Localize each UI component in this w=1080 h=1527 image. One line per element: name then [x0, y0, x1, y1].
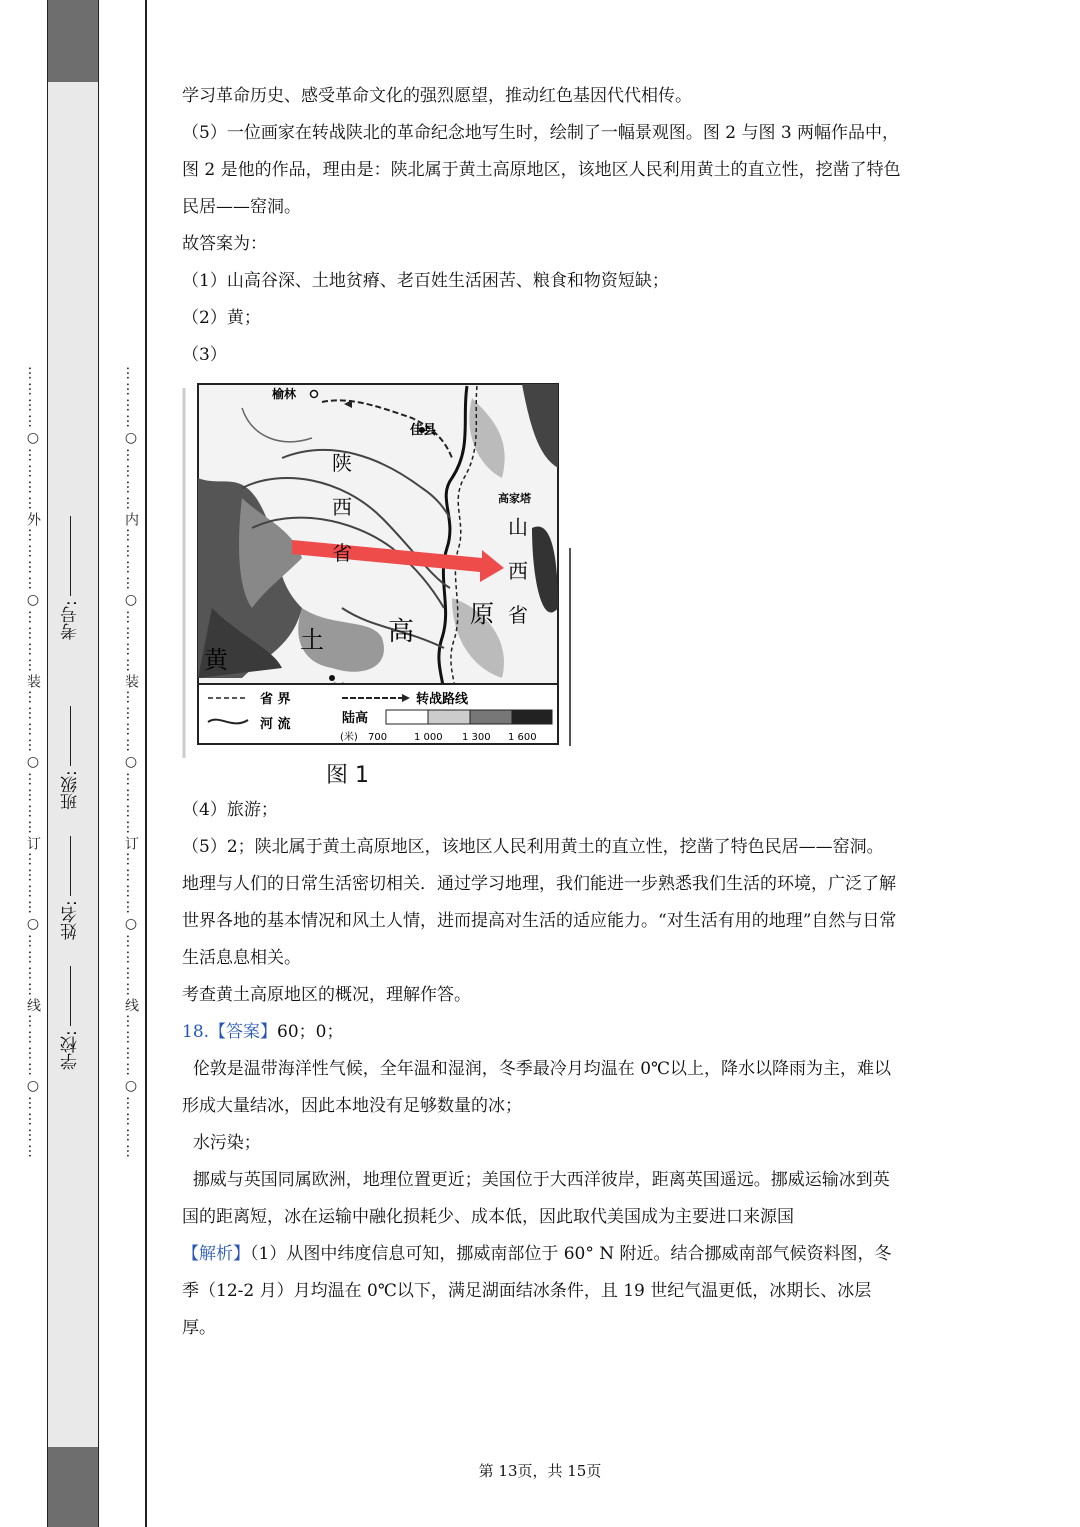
legend-tick-700: 700 [368, 732, 388, 743]
legend-tick-1000: 1 000 [414, 732, 443, 743]
content-line-9: 地理与人们的日常生活密切相关．通过学习地理，我们能进一步熟悉我们生活的环境，广泛了解世界各地的基本情况和风土人情，进而提高对生活的适应能力。“对生活有用的地理”自然与日常生活息息相关。 [182, 874, 897, 968]
map-label-shan-3: 省 [508, 603, 528, 627]
binding-margin [0, 0, 148, 1527]
legend-route-label: 转战路线 [416, 692, 469, 707]
inner-cut-line: …………○…………内…………○…………装…………○…………订…………○…………线…………○………… [123, 366, 139, 1160]
map-label-shaan-1: 陕 [332, 451, 352, 475]
map-label-yulin: 榆林 [272, 387, 297, 401]
content-line-6: （3） [182, 345, 227, 365]
map-label-yuan: 原 [470, 600, 494, 628]
exam-no-blank [71, 516, 72, 596]
content-line-2: （5）一位画家在转战陕北的革命纪念地写生时，绘制了一幅景观图。图 2 与图 3 两幅作品中，图 2 是他的作品，理由是：陕北属于黄土高原地区，该地区人民利用黄土的直立性，挖凿了特色民居——窑洞。 [182, 123, 901, 217]
figure-caption: 图 1 [326, 763, 369, 788]
answer-content-continued [182, 792, 902, 1347]
map-label-huang: 黄 [204, 646, 228, 674]
map-label-tu: 土 [300, 626, 324, 654]
name-label: 姓名: [61, 900, 81, 940]
legend-tick-1300: 1 300 [462, 732, 491, 743]
map-label-shan-2: 西 [508, 559, 528, 583]
margin-shade-top [48, 0, 98, 82]
name-field [58, 830, 90, 940]
q18-line-1: 伦敦是温带海洋性气候，全年温和湿润，冬季最冷月均温在 0℃以上，降水以降雨为主，难以形成大量结冰，因此本地没有足够数量的冰； [182, 1059, 892, 1116]
legend-tick-1600: 1 600 [508, 732, 537, 743]
exam-no-label: 考号: [61, 600, 81, 640]
legend-unit-label: (米) [340, 732, 358, 743]
content-line-7: （4）旅游； [182, 800, 278, 820]
q18-line-3: 挪威与英国同属欧洲，地理位置更近；美国位于大西洋彼岸，距离英国遥远。挪威运输冰到英国的距离短，冰在运输中融化损耗少、成本低，因此取代美国成为主要进口来源国 [182, 1170, 890, 1227]
map-label-gaojiata: 高家塔 [498, 492, 531, 505]
answer-content [182, 78, 902, 374]
class-field [58, 700, 90, 810]
page-footer: 第 13页，共 15页 [478, 1462, 602, 1480]
q18-answer-line [182, 1014, 902, 1051]
loess-plateau-map [182, 378, 574, 786]
map-label-shaan-2: 西 [332, 495, 352, 519]
legend-river-label: 河 流 [260, 717, 291, 732]
legend-border-label: 省 界 [260, 692, 291, 707]
school-label: 学校: [61, 1030, 81, 1070]
class-blank [71, 706, 72, 766]
margin-line [145, 0, 147, 1527]
name-blank [71, 836, 72, 896]
school-blank [71, 966, 72, 1026]
content-line-10: 考查黄土高原地区的概况，理解作答。 [182, 985, 471, 1005]
answer-tag: 【答案】 [209, 1022, 278, 1042]
q18-line-2: 水污染； [182, 1133, 261, 1153]
content-line-3: 故答案为： [182, 234, 267, 254]
q18-analysis-line [182, 1236, 902, 1347]
content-line-4: （1）山高谷深、土地贫瘠、老百姓生活困苦、粮食和物资短缺； [182, 271, 669, 291]
legend-elev-swatch-1 [386, 710, 428, 724]
map-label-jiaxian: 佳县 [410, 423, 437, 438]
legend-elevation-label: 陆高 [342, 711, 369, 726]
margin-shade-bottom [48, 1447, 98, 1527]
q18-analysis: （1）从图中纬度信息可知，挪威南部位于 60° N 附近。结合挪威南部气候资料图，冬季（12-2 月）月均温在 0℃以下，满足湖面结冰条件，且 19 世纪气温更低，冰期长、冰层厚。 [182, 1244, 892, 1338]
q18-answer: 60；0； [277, 1022, 344, 1042]
legend-elev-swatch-2 [428, 710, 470, 724]
school-field [58, 960, 90, 1070]
outer-cut-line: …………○…………外…………○…………装…………○…………订…………○…………线…………○………… [25, 366, 41, 1160]
content-line-5: （2）黄； [182, 308, 261, 328]
map-label-gao: 高 [388, 617, 415, 647]
legend-elev-swatch-4 [512, 710, 552, 724]
class-label: 班级: [61, 770, 81, 810]
content-line-8: （5）2；陕北属于黄土高原地区，该地区人民利用黄土的直立性，挖凿了特色民居——窑洞。 [182, 837, 884, 857]
analysis-tag: 【解析】 [182, 1244, 250, 1264]
map-label-shan-1: 山 [508, 515, 528, 539]
legend-elev-swatch-3 [470, 710, 512, 724]
q18-number: 18. [182, 1022, 210, 1042]
content-line-1: 学习革命历史、感受革命文化的强烈愿望，推动红色基因代代相传。 [182, 86, 692, 106]
exam-no-field [58, 500, 90, 640]
map-figure [182, 378, 574, 758]
map-label-shaan-3: 省 [332, 541, 352, 565]
